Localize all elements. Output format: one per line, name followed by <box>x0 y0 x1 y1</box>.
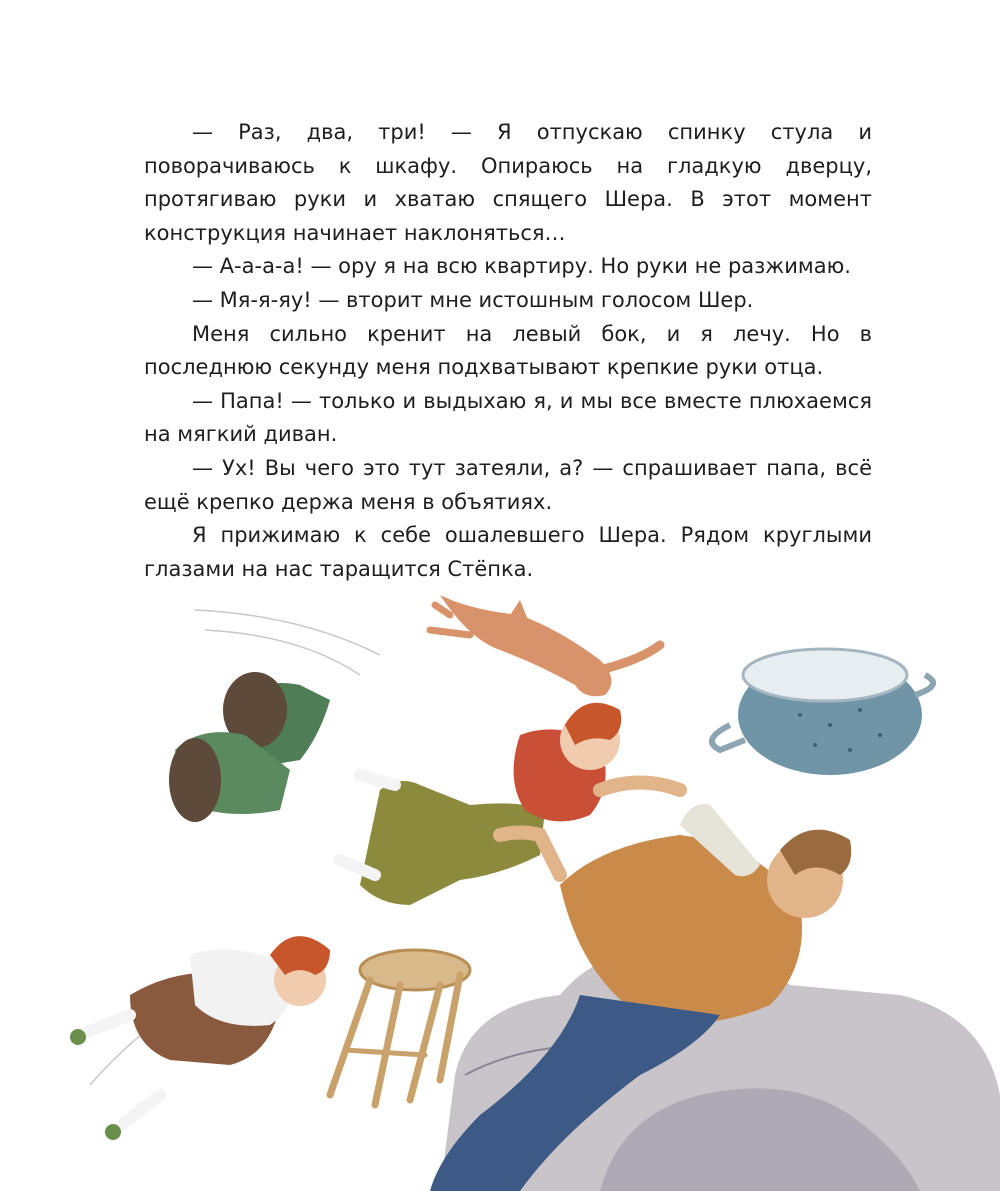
paragraph: — Папа! — только и выдыхаю я, и мы все вместе плюхаемся на мягкий диван. <box>144 388 872 447</box>
paragraph: — Раз, два, три! — Я отпускаю спинку стула и поворачиваюсь к шкафу. Опираюсь на гладкую дверцу, протягиваю руки и хватаю спящего Шера. В этот момент конструкция начинает наклоняться… <box>144 120 872 245</box>
story-text <box>144 116 872 586</box>
stool <box>330 950 470 1105</box>
kid-with-stool <box>70 936 330 1140</box>
paragraph: Меня сильно кренит на левый бок, и я лечу. Но в последнюю секунду меня подхватывают крепкие руки отца. <box>144 321 872 380</box>
green-boots <box>169 672 330 822</box>
paragraph: — Ух! Вы чего это тут затеяли, а? — спрашивает папа, всё ещё крепко держа меня в объятиях. <box>144 455 872 514</box>
paragraph: — Мя-я-яу! — вторит мне истошным голосом Шер. <box>192 287 754 312</box>
paragraph: Я прижимаю к себе ошалевшего Шера. Рядом круглыми глазами на нас таращится Стёпка. <box>144 523 872 581</box>
colander <box>712 649 933 775</box>
falling-family-illustration <box>0 575 1000 1191</box>
paragraph: — А-а-а-а! — ору я на всю квартиру. Но руки не разжимаю. <box>192 254 851 279</box>
cat <box>430 595 660 696</box>
